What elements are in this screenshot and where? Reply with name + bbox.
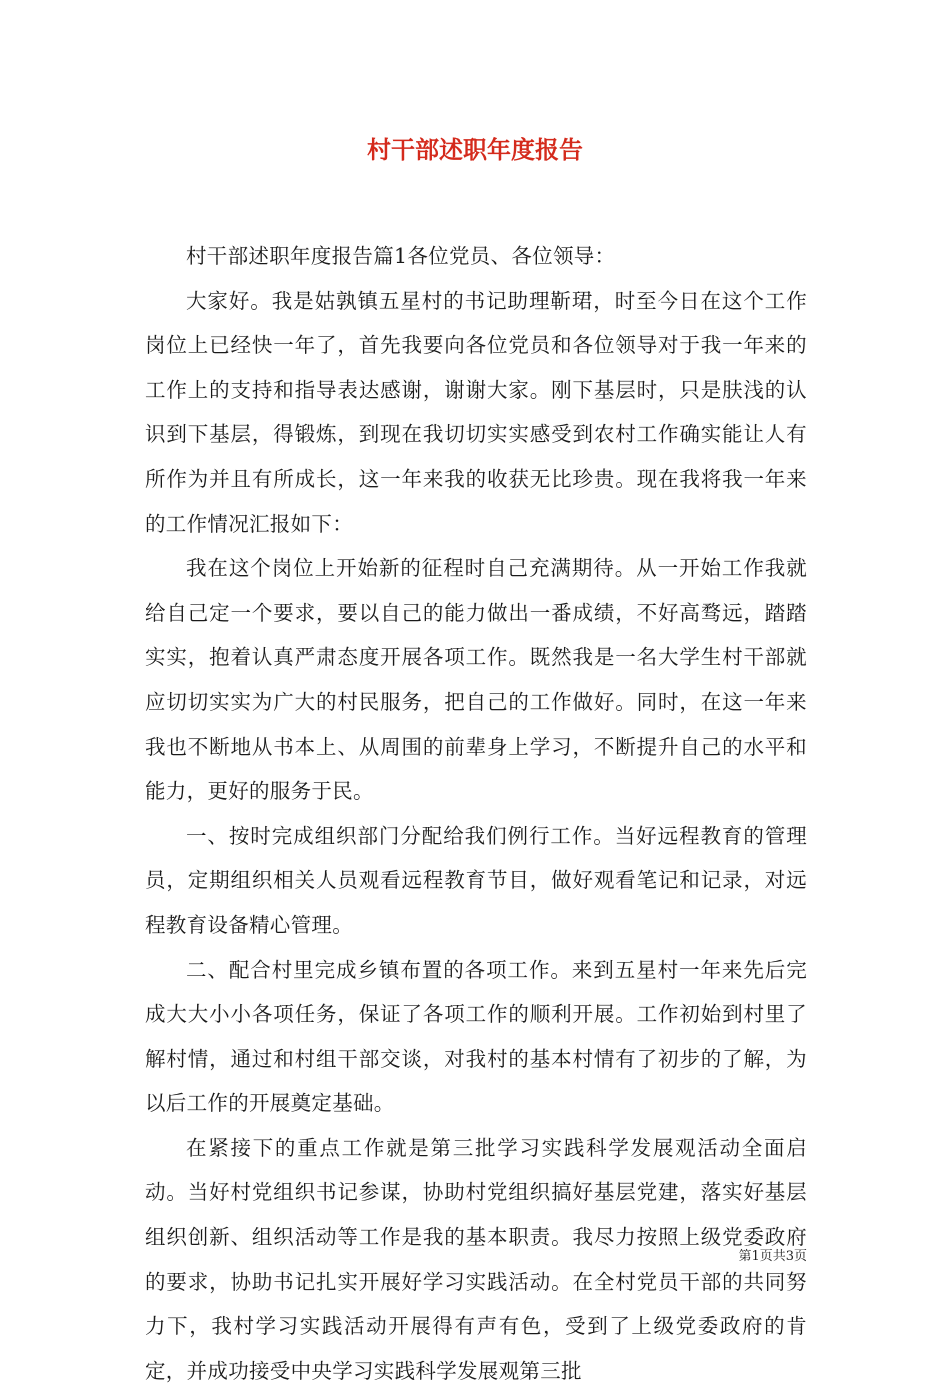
paragraph-intro: 村干部述职年度报告篇1各位党员、各位领导： — [186, 244, 616, 268]
page-number: 第1页共3页 — [738, 1249, 807, 1264]
paragraph-key-work: 在紧接下的重点工作就是第三批学习实践科学发展观活动全面启动。当好村党组织书记参谋，协助村党组织搞好基层党建，落实好基层组织创新、组织活动等工作是我的基本职责。我尽力按照上级党委政府的要求，协助书记扎实开展好学习实践活动。在全村党员干部的共同努力下，我村学习实践活动开展得有声有色，受到了上级党委政府的肯定，并成功接受中央学习实践科学发展观第三批 — [145, 1135, 807, 1383]
paragraph-item-one: 一、按时完成组织部门分配给我们例行工作。当好远程教育的管理员，定期组织相关人员观看远程教育节目，做好观看笔记和记录，对远程教育设备精心管理。 — [145, 823, 807, 937]
document-title: 村干部述职年度报告 — [367, 135, 583, 164]
document-body — [145, 234, 807, 1393]
paragraph-expectation: 我在这个岗位上开始新的征程时自己充满期待。从一开始工作我就给自己定一个要求，要以自己的能力做出一番成绩，不好高骛远，踏踏实实，抱着认真严肃态度开展各项工作。既然我是一名大学生村干部就应切切实实为广大的村民服务，把自己的工作做好。同时，在这一年来我也不断地从书本上、从周围的前辈身上学习，不断提升自己的水平和能力，更好的服务于民。 — [145, 556, 807, 804]
paragraph-greeting: 大家好。我是姑孰镇五星村的书记助理靳珺，时至今日在这个工作岗位上已经快一年了，首先我要向各位党员和各位领导对于我一年来的工作上的支持和指导表达感谢，谢谢大家。刚下基层时，只是肤浅的认识到下基层，得锻炼，到现在我切切实实感受到农村工作确实能让人有所作为并且有所成长，这一年来我的收获无比珍贵。现在我将我一年来的工作情况汇报如下： — [145, 288, 807, 536]
paragraph-item-two: 二、配合村里完成乡镇布置的各项工作。来到五星村一年来先后完成大大小小各项任务，保证了各项工作的顺利开展。工作初始到村里了解村情，通过和村组干部交谈，对我村的基本村情有了初步的了解，为以后工作的开展奠定基础。 — [145, 957, 807, 1116]
